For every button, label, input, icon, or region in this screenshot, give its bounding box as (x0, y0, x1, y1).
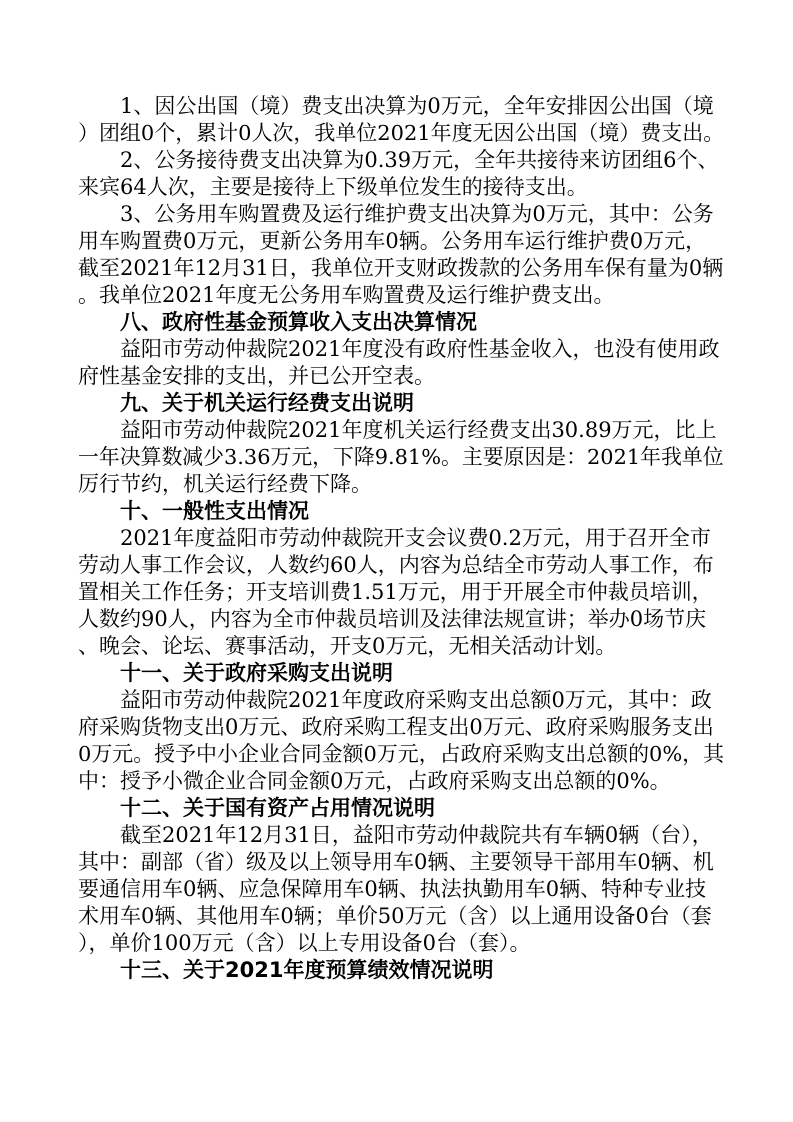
text-line: 置相关工作任务；开支培训费1.51万元，用于开展全市仲裁员培训， (78, 580, 713, 604)
paragraph-state-assets (78, 822, 724, 957)
heading-text: 十一、关于政府采购支出说明 (78, 661, 393, 685)
text-line: 2、公务接待费支出决算为0.39万元，全年共接待来访团组6个、 (78, 148, 719, 172)
text-line: 厉行节约，机关运行经费下降。 (78, 472, 372, 496)
text-line: 来宾64人次，主要是接待上下级单位发生的接待支出。 (78, 175, 588, 199)
text-line: 要通信用车0辆、应急保障用车0辆、执法执勤用车0辆、特种专业技 (78, 877, 707, 901)
section-heading-12 (78, 795, 724, 822)
text-line: 用车购置费0万元，更新公务用车0辆。公务用车运行维护费0万元， (78, 229, 707, 253)
text-line: 截至2021年12月31日，益阳市劳动仲裁院共有车辆0辆（台）， (78, 823, 713, 847)
text-line: 益阳市劳动仲裁院2021年度没有政府性基金收入，也没有使用政 (78, 337, 720, 361)
text-line: 术用车0辆、其他用车0辆；单价50万元（含）以上通用设备0台（套 (78, 904, 712, 928)
section-heading-9 (78, 390, 724, 417)
paragraph-operating-expenses (78, 417, 724, 498)
text-line: 截至2021年12月31日，我单位开支财政拨款的公务用车保有量为0辆 (78, 256, 724, 280)
paragraph-general-expenses (78, 525, 724, 660)
section-heading-8 (78, 309, 724, 336)
heading-text: 九、关于机关运行经费支出说明 (78, 391, 414, 415)
text-line: 、晚会、论坛、赛事活动，开支0万元，无相关活动计划。 (78, 634, 617, 658)
heading-text: 十二、关于国有资产占用情况说明 (78, 796, 435, 820)
heading-text: 十、一般性支出情况 (78, 499, 309, 523)
text-line: 益阳市劳动仲裁院2021年度机关运行经费支出30.89万元，比上 (78, 418, 717, 442)
paragraph-procurement (78, 687, 724, 795)
section-heading-13 (78, 957, 724, 984)
text-line: 劳动人事工作会议，人数约60人，内容为总结全市劳动人事工作，布 (78, 553, 714, 577)
document-page (78, 93, 724, 984)
paragraph-reception (78, 147, 724, 201)
text-line: 。我单位2021年度无公务用车购置费及运行维护费支出。 (78, 283, 615, 307)
heading-text: 八、政府性基金预算收入支出决算情况 (78, 310, 477, 334)
text-line: 1、因公出国（境）费支出决算为0万元，全年安排因公出国（境 (78, 94, 714, 118)
section-heading-11 (78, 660, 724, 687)
text-line: 3、公务用车购置费及运行维护费支出决算为0万元，其中：公务 (78, 202, 714, 226)
text-line: 2021年度益阳市劳动仲裁院开支会议费0.2万元，用于召开全市 (78, 526, 711, 550)
text-line: 0万元。授予中小企业合同金额0万元，占政府采购支出总额的0%，其 (78, 742, 725, 766)
heading-text: 十三、关于2021年度预算绩效情况说明 (78, 958, 494, 982)
text-line: 府性基金安排的支出，并已公开空表。 (78, 364, 435, 388)
text-line: ），单价100万元（含）以上专用设备0台（套）。 (78, 931, 531, 955)
text-line: 益阳市劳动仲裁院2021年度政府采购支出总额0万元，其中：政 (78, 688, 712, 712)
text-line: ）团组0个，累计0人次，我单位2021年度无因公出国（境）费支出。 (78, 121, 725, 145)
paragraph-government-fund (78, 336, 724, 390)
paragraph-overseas-travel (78, 93, 724, 147)
text-line: 一年决算数减少3.36万元，下降9.81%。主要原因是：2021年我单位 (78, 445, 724, 469)
paragraph-official-vehicles (78, 201, 724, 309)
text-line: 其中：副部（省）级及以上领导用车0辆、主要领导干部用车0辆、机 (78, 850, 714, 874)
text-line: 中：授予小微企业合同金额0万元，占政府采购支出总额的0%。 (78, 769, 671, 793)
text-line: 人数约90人，内容为全市仲裁员培训及法律法规宣讲；举办0场节庆 (78, 607, 707, 631)
section-heading-10 (78, 498, 724, 525)
text-line: 府采购货物支出0万元、政府采购工程支出0万元、政府采购服务支出 (78, 715, 714, 739)
